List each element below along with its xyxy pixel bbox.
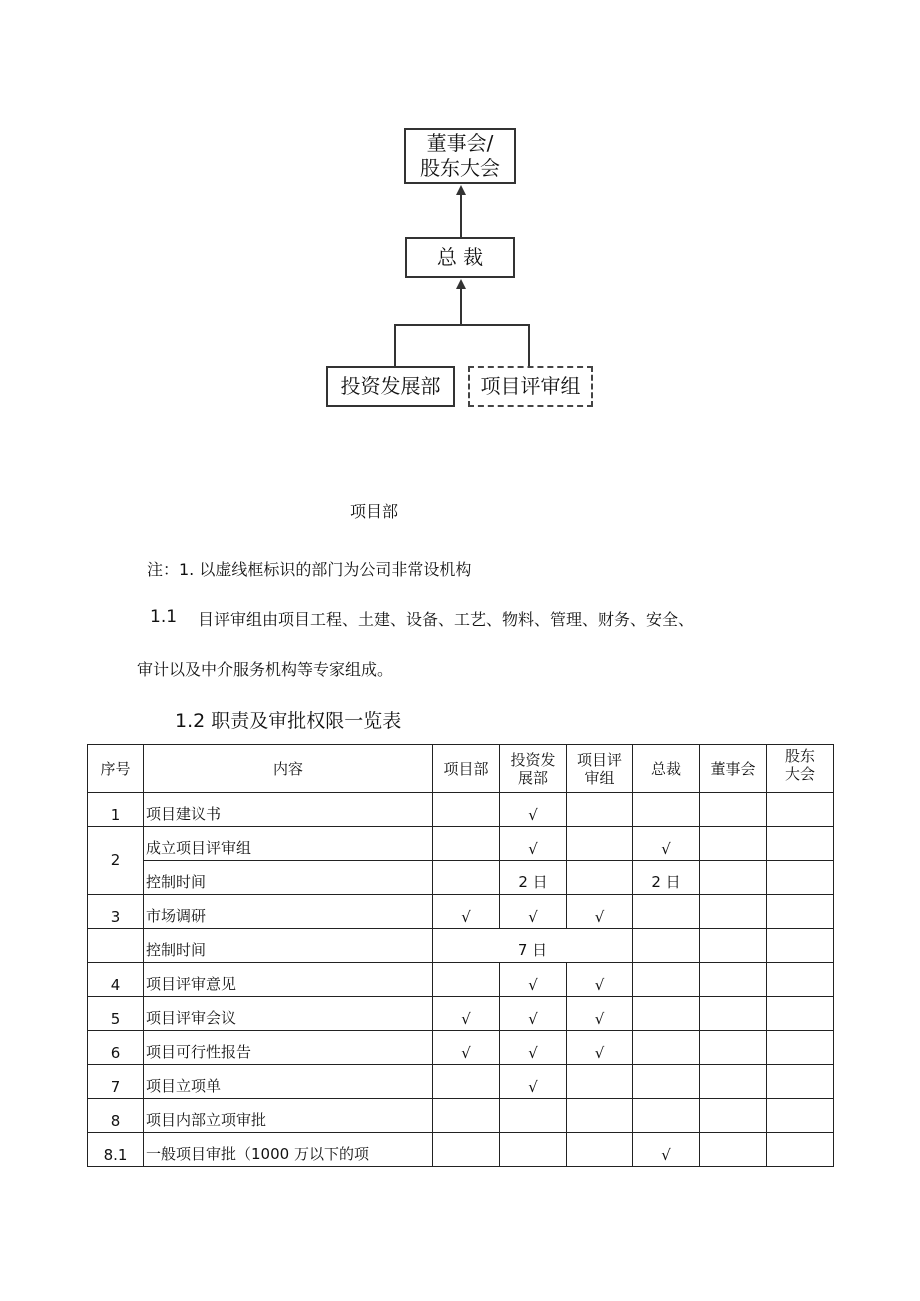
board-box [404, 128, 516, 184]
table-row [88, 827, 834, 861]
project-cell [433, 861, 500, 895]
content-cell: 市场调研 [144, 895, 433, 929]
table-row [88, 1065, 834, 1099]
content-cell: 项目评审意见 [144, 963, 433, 997]
review-cell: √ [567, 1031, 633, 1065]
shareholders-cell [767, 1133, 834, 1167]
president-cell [633, 895, 700, 929]
table-row [88, 963, 834, 997]
project-cell: √ [433, 997, 500, 1031]
project-cell [433, 1099, 500, 1133]
board-cell [700, 827, 767, 861]
invest-cell: √ [500, 793, 567, 827]
invest-cell: 2 日 [500, 861, 567, 895]
header-shareholders-line2: 大会 [784, 765, 815, 783]
shareholders-cell [767, 997, 834, 1031]
table-row [88, 997, 834, 1031]
seq-cell: 2 [88, 827, 144, 895]
president-cell [633, 793, 700, 827]
president-cell: √ [633, 1133, 700, 1167]
table-header-row [88, 745, 834, 793]
connector-horizontal [394, 324, 530, 326]
shareholders-cell [767, 827, 834, 861]
content-cell: 成立项目评审组 [144, 827, 433, 861]
review-cell [567, 827, 633, 861]
board-cell [700, 929, 767, 963]
header-project-dept: 项目部 [433, 745, 500, 793]
seq-cell: 6 [88, 1031, 144, 1065]
content-cell: 项目立项单 [144, 1065, 433, 1099]
arrow-up-icon [456, 185, 466, 195]
board-cell [700, 1031, 767, 1065]
review-cell [567, 861, 633, 895]
seq-cell: 3 [88, 895, 144, 929]
invest-cell: √ [500, 1031, 567, 1065]
span-cell: 7 日 [433, 929, 633, 963]
shareholders-cell [767, 963, 834, 997]
table-row [88, 1133, 834, 1167]
invest-cell: √ [500, 895, 567, 929]
review-group-label: 项目评审组 [480, 374, 581, 398]
president-cell: 2 日 [633, 861, 700, 895]
header-review-line1: 项目评 [576, 750, 622, 769]
content-cell: 项目内部立项审批 [144, 1099, 433, 1133]
table-row [88, 895, 834, 929]
board-label-line1: 董事会/ [426, 131, 494, 155]
header-review-line2: 审组 [584, 768, 615, 787]
shareholders-cell [767, 861, 834, 895]
content-cell: 项目建议书 [144, 793, 433, 827]
table-row [88, 929, 834, 963]
review-cell [567, 793, 633, 827]
president-cell [633, 1031, 700, 1065]
header-shareholders-line1: 股东 [784, 747, 815, 765]
shareholders-cell [767, 1065, 834, 1099]
invest-cell: √ [500, 963, 567, 997]
seq-cell: 1 [88, 793, 144, 827]
president-cell [633, 1065, 700, 1099]
para-1-1-continuation: 审计以及中介服务机构等专家组成。 [137, 660, 394, 679]
president-cell [633, 929, 700, 963]
project-dept-label: 项目部 [350, 502, 399, 521]
shareholders-cell [767, 793, 834, 827]
invest-cell [500, 1099, 567, 1133]
project-cell [433, 1065, 500, 1099]
shareholders-cell [767, 895, 834, 929]
investment-dept-box [326, 366, 455, 407]
content-cell: 项目评审会议 [144, 997, 433, 1031]
seq-cell: 4 [88, 963, 144, 997]
board-label-line2: 股东大会 [420, 156, 500, 180]
board-cell [700, 997, 767, 1031]
invest-cell: √ [500, 827, 567, 861]
connector-president-board [460, 194, 462, 237]
project-cell [433, 827, 500, 861]
table-row [88, 1099, 834, 1133]
review-cell: √ [567, 895, 633, 929]
header-president: 总裁 [633, 745, 700, 793]
president-cell [633, 997, 700, 1031]
para-1-1-number: 1.1 [150, 607, 178, 627]
arrow-up-icon [456, 279, 466, 289]
header-review-group [567, 745, 633, 793]
seq-cell: 5 [88, 997, 144, 1031]
shareholders-cell [767, 929, 834, 963]
invest-cell: √ [500, 1065, 567, 1099]
content-cell: 控制时间 [144, 929, 433, 963]
table-row [88, 793, 834, 827]
table-row [88, 861, 834, 895]
project-cell [433, 793, 500, 827]
investment-dept-label: 投资发展部 [340, 374, 441, 398]
project-cell [433, 1133, 500, 1167]
content-cell: 控制时间 [144, 861, 433, 895]
project-cell: √ [433, 1031, 500, 1065]
project-cell: √ [433, 895, 500, 929]
connector-left-drop [394, 324, 396, 367]
content-cell: 项目可行性报告 [144, 1031, 433, 1065]
president-cell [633, 963, 700, 997]
review-cell: √ [567, 963, 633, 997]
note-text: 注：1. 以虚线框标识的部门为公司非常设机构 [147, 560, 472, 579]
review-cell [567, 1065, 633, 1099]
president-label: 总 裁 [436, 245, 484, 269]
review-cell [567, 1133, 633, 1167]
header-board: 董事会 [700, 745, 767, 793]
president-box [405, 237, 515, 278]
seq-cell: 7 [88, 1065, 144, 1099]
section-1-2-heading: 1.2 职责及审批权限一览表 [175, 710, 402, 732]
review-group-box [468, 366, 593, 407]
review-cell [567, 1099, 633, 1133]
board-cell [700, 963, 767, 997]
board-cell [700, 1099, 767, 1133]
invest-cell [500, 1133, 567, 1167]
board-cell [700, 895, 767, 929]
table-row [88, 1031, 834, 1065]
para-1-1-text: 目评审组由项目工程、土建、设备、工艺、物料、管理、财务、安全、 [198, 610, 695, 629]
content-cell: 一般项目审批（1000 万以下的项 [144, 1133, 433, 1167]
review-cell: √ [567, 997, 633, 1031]
header-seq: 序号 [88, 745, 144, 793]
header-investment-line2: 展部 [517, 768, 548, 787]
shareholders-cell [767, 1099, 834, 1133]
header-investment-dept [500, 745, 567, 793]
connector-right-drop [528, 324, 530, 367]
seq-cell: 8.1 [88, 1133, 144, 1167]
project-cell [433, 963, 500, 997]
president-cell [633, 1099, 700, 1133]
header-investment-line1: 投资发 [510, 750, 556, 769]
connector-depts-president [460, 288, 462, 325]
header-content: 内容 [144, 745, 433, 793]
invest-cell: √ [500, 997, 567, 1031]
board-cell [700, 1065, 767, 1099]
header-shareholders [767, 745, 834, 793]
shareholders-cell [767, 1031, 834, 1065]
responsibility-table [87, 744, 834, 1167]
board-cell [700, 1133, 767, 1167]
board-cell [700, 793, 767, 827]
board-cell [700, 861, 767, 895]
seq-cell: 8 [88, 1099, 144, 1133]
seq-cell [88, 929, 144, 963]
president-cell: √ [633, 827, 700, 861]
